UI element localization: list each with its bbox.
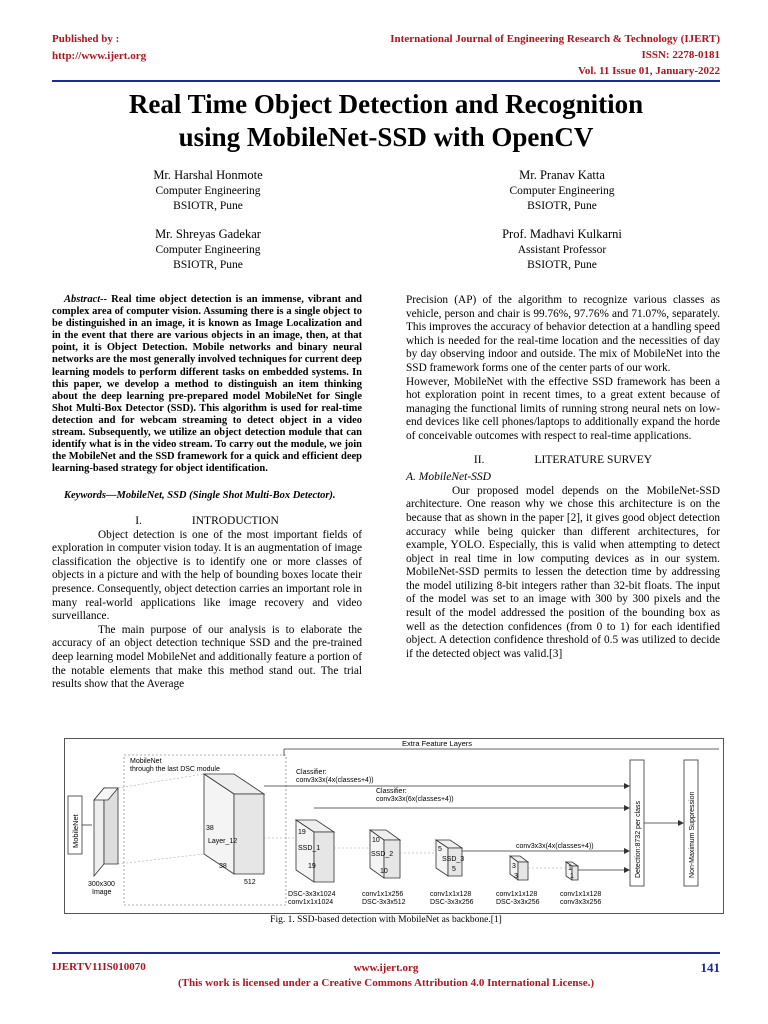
classifier3-conv: conv3x3x(4x(classes+4)) <box>516 843 594 850</box>
ssd1-label: SSD_1 <box>298 845 321 852</box>
author-name: Mr. Pranav Katta <box>519 168 605 182</box>
block5-label: conv1x1x128 <box>560 891 602 898</box>
volume: Vol. 11 Issue 01, January-2022 <box>577 65 720 77</box>
extra-layers-label: Extra Feature Layers <box>402 739 473 748</box>
author-block <box>108 167 308 213</box>
mobilenet-box-label: MobileNet <box>71 814 80 848</box>
author-block <box>462 226 662 272</box>
author-dept: Assistant Professor <box>517 244 607 256</box>
header-rule <box>52 80 720 82</box>
block4-label: conv1x1x128 <box>496 891 538 898</box>
abstract-text: Real time object detection is an immense, vibrant and complex area of computer vision. Assuming there is a single object to be distinguished in an image, it is known as Image Localization and in the event that there are various objects in an image, then, at that point, it is Object Detection. Mobile networks and binary neural networks are the most generally involved techniques for current deep learning models to perform different tasks on embedded systems. In this paper, we develop a method to distinguish an item thinking about the deep learning pre-prepared model MobileNet for Single Shot Multi-Box Detector (SSD). This algorithm is used for real-time detection and for webcam streaming to detect object in a video stream. Subsequently, we utilize an object detection module that can identify what is in the video stream. To carry out the module, we join the MobileNet and the SSD framework for a quick and efficient deep learning-based strategy for object identification. <box>52 294 363 475</box>
author-name: Mr. Harshal Honmote <box>153 168 263 182</box>
issn: ISSN: 2278-0181 <box>641 49 720 61</box>
n38-label: 38 <box>206 825 214 832</box>
n5-label: 5 <box>438 846 442 853</box>
author-name: Mr. Shreyas Gadekar <box>155 227 261 241</box>
website-link[interactable]: http://www.ijert.org <box>52 50 147 62</box>
section-number: II. <box>473 453 485 466</box>
nms-label: Non-Maximum Suppression <box>689 791 696 878</box>
author-org: BSIOTR, Pune <box>527 199 597 212</box>
n10-label: 10 <box>372 837 380 844</box>
title-line-2: using MobileNet-SSD with OpenCV <box>178 122 594 152</box>
section-number: I. <box>135 515 142 527</box>
page-number: 141 <box>700 960 720 975</box>
n512-label: 512 <box>244 879 256 886</box>
block1-label: DSC-3x3x1024 <box>288 891 336 898</box>
paragraph: The main purpose of our analysis is to elaborate the accuracy of an object detection technique SSD and the pre-trained deep learning model MobileNet and additionally feature a portion of the notable elements that make this method stand out. The trial results show that the Average <box>52 623 362 691</box>
section-heading <box>52 515 362 529</box>
n3-label: 3 <box>512 863 516 870</box>
title-line-1: Real Time Object Detection and Recognition <box>128 89 644 119</box>
author-dept: Computer Engineering <box>155 244 261 256</box>
paragraph: Object detection is one of the most important fields of exploration in computer vision today. It is an augmentation of image classification the objective is to identify one or more classes of objects in a picture and with the help of bounding boxes locate their presence. Consequently, object detection carries an important role in many real-world applications like image recovery and video surveillance. <box>52 528 362 623</box>
section-title: INTRODUCTION <box>191 515 279 527</box>
header-left <box>52 31 146 65</box>
header-right <box>390 31 720 79</box>
paragraph: Precision (AP) of the algorithm to recognize various classes as vehicle, person and chair is 99.76%, 97.76% and 71.07%, separately. This improves the accuracy of behavior detection at a handling speed which is needed for the real-time location and the necessities of day by day observing indoor and outside. The mix of MobileNet into the SSD framework forms one of the center parts of our work. <box>406 294 720 374</box>
block5-label-2: conv3x3x256 <box>560 899 602 906</box>
author-org: BSIOTR, Pune <box>527 258 597 271</box>
block2-label-2: DSC-3x3x512 <box>362 899 406 906</box>
published-by: Published by : <box>52 33 120 45</box>
footer-rule <box>52 952 720 954</box>
author-block <box>108 226 308 272</box>
mobilenet-desc-2: through the last DSC module <box>130 766 220 773</box>
footer-license: (This work is licensed under a Creative Commons Attribution 4.0 International License.) <box>177 977 595 989</box>
classifier1-conv: conv3x3x(4x(classes+4)) <box>296 777 374 784</box>
architecture-figure <box>64 738 724 914</box>
n1-label-2: 1 <box>570 873 574 880</box>
block3-label-2: DSC-3x3x256 <box>430 899 474 906</box>
author-dept: Computer Engineering <box>509 185 615 197</box>
right-column <box>406 294 720 661</box>
abstract <box>52 294 362 475</box>
author-dept: Computer Engineering <box>155 185 261 197</box>
classifier2-label: Classifier: <box>376 788 407 795</box>
author-name: Prof. Madhavi Kulkarni <box>502 227 622 241</box>
ssd2-label: SSD_2 <box>371 851 394 858</box>
block4-label-2: DSC-3x3x256 <box>496 899 540 906</box>
detection-label: Detection:8732 per class <box>635 800 642 878</box>
mobilenet-desc: MobileNet <box>130 758 162 765</box>
n19-label: 19 <box>298 829 306 836</box>
section-title: LITERATURE SURVEY <box>534 453 653 466</box>
author-org: BSIOTR, Pune <box>173 199 243 212</box>
footer-paper-id: IJERTV11IS010070 <box>52 961 146 973</box>
block1-label-2: conv1x1x1024 <box>288 899 334 906</box>
author-org: BSIOTR, Pune <box>173 258 243 271</box>
input-size: 300x300 <box>88 881 115 888</box>
classifier1-label: Classifier: <box>296 769 327 776</box>
paragraph: Our proposed model depends on the MobileNet-SSD architecture. One reason why we chose this architecture is on the because that as shown in the paper [2], it gives good object detection accuracy while being quicker than different architectures, for example, YOLO. Especially, this is valid when attempting to detect object in real time in low computing devices as in our system. MobileNet-SSD permits to lessen the detection time by addressing the model utilizing 8-bit integers rather than 32-bit floats. The input of the model was set to an image with 300 by 300 pixels and the result of the model addressed the position of the bounding box as well as the detection confidences (from 0 to 1) for each identified object. A detection confidence threshold of 0.5 was utilized to decide if the detected object was valid.[3] <box>406 484 720 660</box>
subsection-heading: A. MobileNet-SSD <box>406 471 491 484</box>
classifier2-conv: conv3x3x(6x(classes+4)) <box>376 796 454 803</box>
layer12-label: Layer_12 <box>208 838 238 845</box>
n5-label-2: 5 <box>452 866 456 873</box>
figure-caption: Fig. 1. SSD-based detection with MobileNet as backbone.[1] <box>270 915 502 925</box>
journal-name: International Journal of Engineering Research & Technology (IJERT) <box>390 33 720 45</box>
left-column <box>52 294 362 692</box>
author-block <box>462 167 662 213</box>
keywords: Keywords—MobileNet, SSD (Single Shot Multi-Box Detector). <box>64 490 336 502</box>
paragraph: However, MobileNet with the effective SSD framework has been a hot exploration point in recent times, to a great extent because of managing the functional limits of running strong neural nets on low-end devices like cell phones/laptops to additionally expand the horde of conceivable outcomes with respect to real-time applications. <box>406 375 720 442</box>
section-heading <box>406 454 720 468</box>
abstract-label: Abstract-- <box>64 294 108 305</box>
footer-url[interactable]: www.ijert.org <box>353 962 419 974</box>
paper-title <box>52 88 720 154</box>
n1-label: 1 <box>568 865 572 872</box>
n19-label-2: 19 <box>308 863 316 870</box>
figure-border <box>65 739 724 914</box>
footer-center <box>52 961 720 991</box>
n10-label-2: 10 <box>380 868 388 875</box>
n3-label-2: 3 <box>514 873 518 880</box>
n38-label-2: 38 <box>219 863 227 870</box>
block2-label: conv1x1x256 <box>362 891 404 898</box>
ssd3-label: SSD_3 <box>442 856 465 863</box>
block3-label: conv1x1x128 <box>430 891 472 898</box>
input-image <box>94 788 104 876</box>
input-label: Image <box>92 889 112 896</box>
